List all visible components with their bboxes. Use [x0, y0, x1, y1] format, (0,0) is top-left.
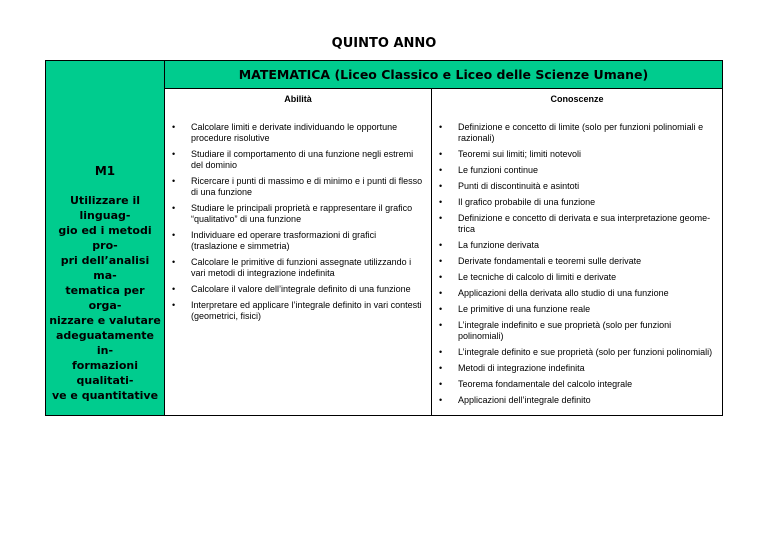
list-item-text: Punti di discontinuità e asintoti — [458, 181, 580, 191]
module-code: M1 — [94, 164, 116, 178]
list-item-text: Le funzioni continue — [458, 165, 539, 175]
list-item-text: Teorema fondamentale del calcolo integrale — [458, 379, 633, 389]
bullet-icon: • — [172, 230, 176, 240]
table-title: MATEMATICA (Liceo Classico e Liceo delle Scienze Umane) — [165, 61, 722, 89]
curriculum-table — [45, 60, 723, 416]
list-item — [165, 300, 431, 322]
bullet-icon: • — [172, 284, 176, 294]
module-cell — [46, 61, 165, 415]
module-description-line: tematica per orga- — [65, 284, 145, 312]
list-item — [432, 288, 722, 299]
bullet-icon: • — [439, 256, 443, 266]
conoscenze-column — [432, 89, 722, 415]
list-item — [432, 363, 722, 374]
list-item — [165, 122, 431, 144]
list-item-text: Definizione e concetto di limite (solo per funzioni polinomiali e razionali) — [458, 122, 704, 143]
bullet-icon: • — [439, 347, 443, 357]
bullet-icon: • — [439, 395, 443, 405]
list-item-text: Teoremi sui limiti; limiti notevoli — [458, 149, 582, 159]
bullet-icon: • — [439, 272, 443, 282]
list-item-text: Calcolare le primitive di funzioni assegnate utilizzando i vari metodi di integrazione indefinita — [191, 257, 412, 278]
abilita-header: Abilità — [284, 94, 312, 104]
module-description-line: nizzare e valutare — [49, 314, 161, 327]
list-item — [432, 213, 722, 235]
module-description — [48, 193, 162, 403]
bullet-icon: • — [172, 300, 176, 310]
list-item — [432, 197, 722, 208]
list-item-text: Calcolare il valore dell’integrale definito di una funzione — [191, 284, 411, 294]
abilita-column — [165, 89, 432, 415]
list-item — [432, 347, 722, 358]
bullet-icon: • — [439, 379, 443, 389]
bullet-icon: • — [439, 149, 443, 159]
bullet-icon: • — [172, 122, 176, 132]
list-item — [432, 149, 722, 160]
list-item — [432, 122, 722, 144]
module-description-line: pri dell’analisi ma- — [60, 254, 150, 282]
bullet-icon: • — [439, 181, 443, 191]
abilita-list — [165, 122, 431, 327]
list-item-text: Applicazioni della derivata allo studio di una funzione — [458, 288, 669, 298]
list-item — [165, 149, 431, 171]
bullet-icon: • — [439, 363, 443, 373]
list-item-text: Le primitive di una funzione reale — [458, 304, 591, 314]
list-item — [432, 272, 722, 283]
list-item-text: Applicazioni dell’integrale definito — [458, 395, 591, 405]
list-item-text: Le tecniche di calcolo di limiti e derivate — [458, 272, 617, 282]
conoscenze-header: Conoscenze — [550, 94, 604, 104]
list-item-text: Metodi di integrazione indefinita — [458, 363, 585, 373]
list-item — [432, 304, 722, 315]
list-item-text: Individuare ed operare trasformazioni di grafici (traslazione e simmetria) — [191, 230, 377, 251]
bullet-icon: • — [439, 213, 443, 223]
page-title: QUINTO ANNO — [331, 36, 437, 51]
bullet-icon: • — [439, 165, 443, 175]
list-item-text: L’integrale indefinito e sue proprietà (solo per funzioni polinomiali) — [458, 320, 672, 341]
list-item — [432, 181, 722, 192]
bullet-icon: • — [439, 197, 443, 207]
module-description-line: Utilizzare il linguag- — [70, 194, 140, 222]
list-item-text: Definizione e concetto di derivata e sua interpretazione geome-trica — [458, 213, 711, 234]
list-item — [432, 395, 722, 406]
module-description-line: ve e quantitative — [51, 389, 159, 402]
list-item-text: L’integrale definito e sue proprietà (solo per funzioni polinomiali) — [458, 347, 713, 357]
list-item-text: Ricercare i punti di massimo e di minimo e i punti di flesso di una funzione — [191, 176, 423, 197]
bullet-icon: • — [172, 176, 176, 186]
list-item — [432, 240, 722, 251]
conoscenze-list — [432, 122, 722, 411]
bullet-icon: • — [439, 288, 443, 298]
list-item-text: Studiare le principali proprietà e rappresentare il grafico “qualitativo” di una funzione — [191, 203, 413, 224]
list-item — [165, 284, 431, 295]
list-item — [165, 176, 431, 198]
list-item — [432, 256, 722, 267]
list-item-text: La funzione derivata — [458, 240, 540, 250]
module-description-line: gio ed i metodi pro- — [58, 224, 152, 252]
bullet-icon: • — [439, 122, 443, 132]
list-item-text: Interpretare ed applicare l’integrale definito in vari contesti (geometrici, fisici) — [191, 300, 422, 321]
list-item-text: Studiare il comportamento di una funzione negli estremi del dominio — [191, 149, 414, 170]
bullet-icon: • — [172, 149, 176, 159]
list-item — [165, 230, 431, 252]
list-item — [165, 203, 431, 225]
list-item — [432, 320, 722, 342]
list-item — [165, 257, 431, 279]
list-item-text: Calcolare limiti e derivate individuando le opportune procedure risolutive — [191, 122, 398, 143]
list-item — [432, 165, 722, 176]
bullet-icon: • — [172, 203, 176, 213]
bullet-icon: • — [172, 257, 176, 267]
list-item-text: Il grafico probabile di una funzione — [458, 197, 596, 207]
module-description-line: formazioni qualitati- — [72, 359, 138, 387]
list-item-text: Derivate fondamentali e teoremi sulle derivate — [458, 256, 642, 266]
bullet-icon: • — [439, 304, 443, 314]
bullet-icon: • — [439, 320, 443, 330]
module-description-line: adeguatamente in- — [55, 329, 155, 357]
list-item — [432, 379, 722, 390]
bullet-icon: • — [439, 240, 443, 250]
